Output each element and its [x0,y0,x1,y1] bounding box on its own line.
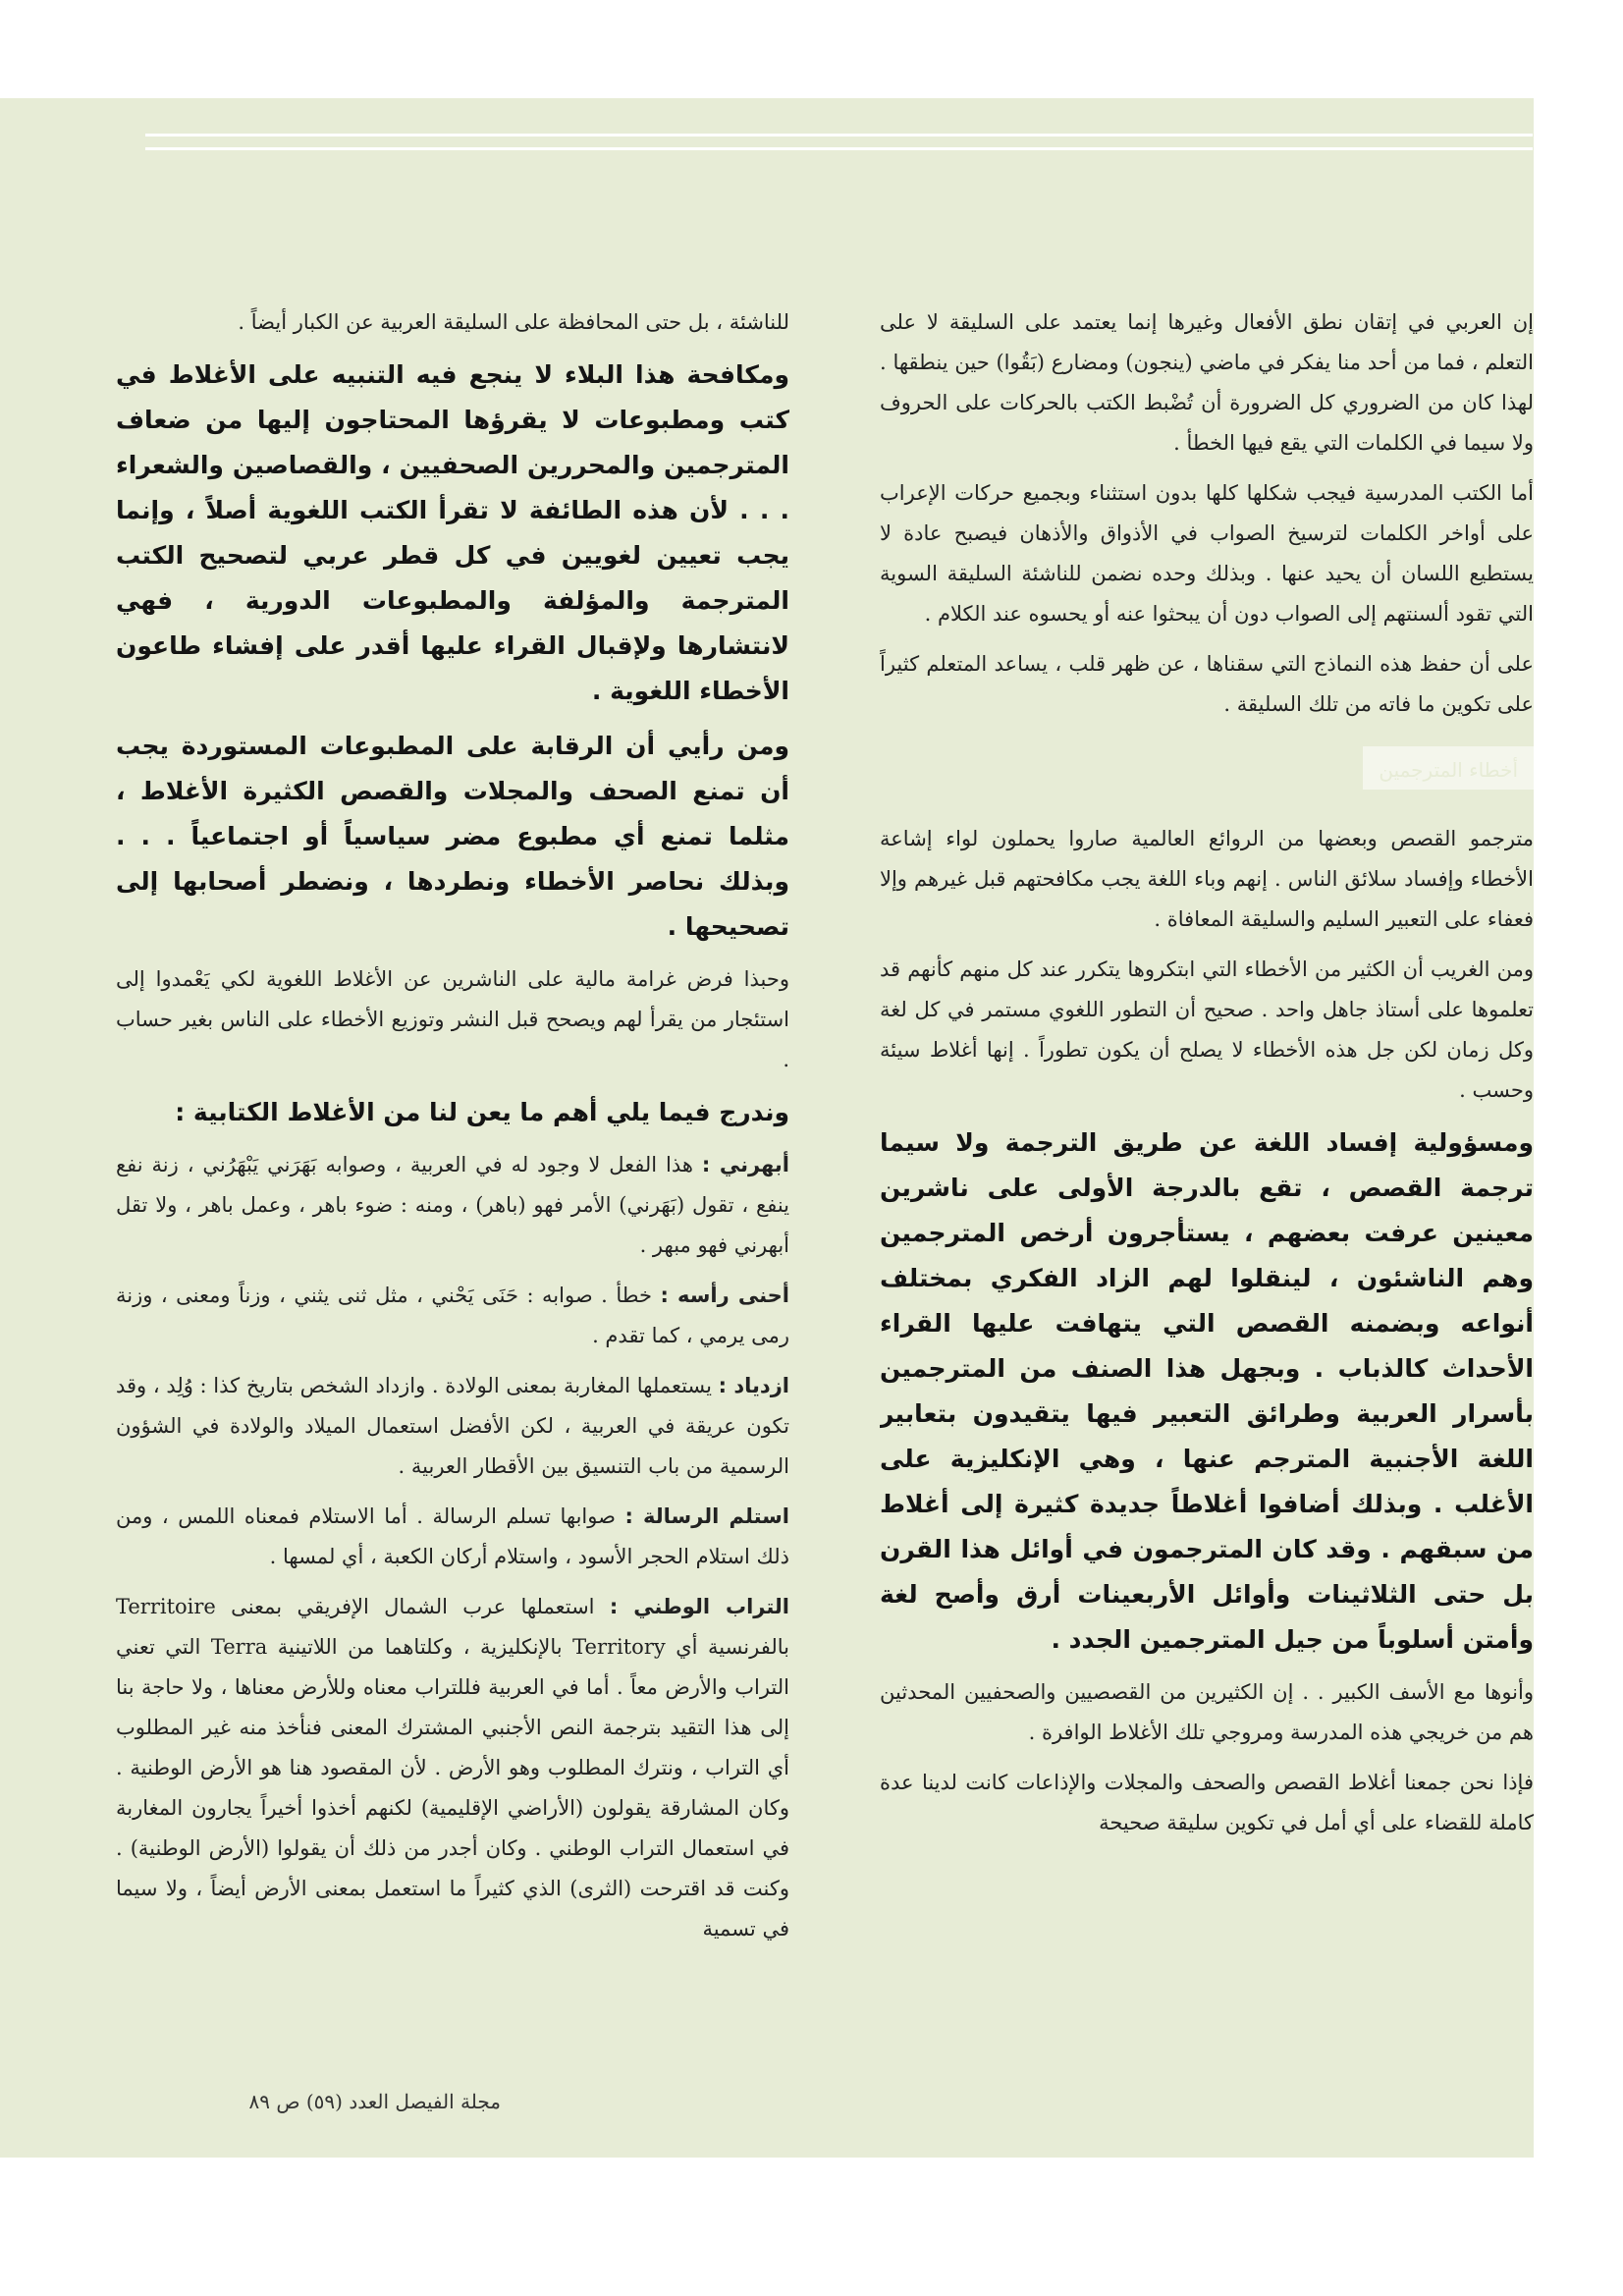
entry-text: يستعملها المغاربة بمعنى الولادة . وازداد الشخص بتاريخ كذا : وُلِد ، وقد تكون عريقة في العربية ، لكن الأفضل استعمال الميلاد والولادة في الشؤون الرسمية من باب التنسيق بين الأقطار العربية . [116,1374,789,1478]
paragraph: وأنوها مع الأسف الكبير . . إن الكثيرين من القصصيين والصحفيين المحدثين هم من خريجي هذه المدرسة ومروجي تلك الأغلاط الوافرة . [880,1680,1534,1744]
entry-text: خطأ . صوابه : حَنَى يَحْني ، مثل ثنى يثني ، وزناً ومعنى ، وزنة رمى يرمي ، كما تقدم . [116,1284,789,1347]
left-column [116,302,789,2068]
paragraph: ومن الغريب أن الكثير من الأخطاء التي ابتكروها يتكرر عند كل منهم كأنهم قد تعلموها على أستاذ جاهل واحد . صحيح أن التطور اللغوي مستمر في كل لغة وكل زمان لكن جل هذه الأخطاء لا يصلح أن يكون تطوراً . إنها أغلاط سيئة وحسب . [880,957,1534,1102]
bold-paragraph: وندرج فيما يلي أهم ما يعن لنا من الأغلاط الكتابية : [175,1098,789,1126]
bold-paragraph: ومسؤولية إفساد اللغة عن طريق الترجمة ولا سيما ترجمة القصص ، تقع بالدرجة الأولى على ناشرين معينين عرفت بعضهم ، يستأجرون أرخص المترجمين وهم الناشئون ، لينقلوا لهم الزاد الفكري بمختلف أنواعه وبضمنه القصص التي يتهافت عليها القراء الأحداث كالذباب . وبجهل هذا الصنف من المترجمين بأسرار العربية وطرائق التعبير فيها يتقيدون بتعابير اللغة الأجنبية المترجم عنها ، وهي الإنكليزية على الأغلب . وبذلك أضافوا أغلاطاً جديدة كثيرة إلى أغلاط من سبقهم . وقد كان المترجمون في أوائل هذا القرن بل حتى الثلاثينات وأوائل الأربعينات أرق وأصح لغة وأمتن أسلوباً من جيل المترجمين الجدد . [880,1128,1534,1654]
paragraph: للناشئة ، بل حتى المحافظة على السليقة العربية عن الكبار أيضاً . [238,310,789,334]
entry-term: التراب الوطني : [609,1595,789,1618]
bold-paragraph: ومن رأيي أن الرقابة على المطبوعات المستوردة يجب أن تمنع الصحف والمجلات والقصص الكثيرة الأغلاط ، مثلما تمنع أي مطبوع مضر سياسياً أو اجتماعياً . . . وبذلك نحاصر الأخطاء ونطردها ، ونضطر أصحابها إلى تصحيحها . [116,732,789,941]
right-column [880,302,1534,2068]
entry [116,1497,789,1577]
entry-term: ازدياد : [718,1374,789,1397]
top-rule-1 [145,134,1533,137]
paragraph: على أن حفظ هذه النماذج التي سقناها ، عن ظهر قلب ، يساعد المتعلم كثيراً على تكوين ما فاته من تلك السليقة . [880,652,1534,716]
entry-term: استلم الرسالة : [624,1504,789,1528]
entry [116,1276,789,1356]
entry [116,1366,789,1487]
subheading-label: أخطاء المترجمين [1363,746,1534,790]
entry-text: صوابها تسلم الرسالة . أما الاستلام فمعناه اللمس ، ومن ذلك استلام الحجر الأسود ، واستلام أركان الكعبة ، أي لمسها . [116,1504,789,1568]
entry [116,1587,789,1949]
entry-text: استعملها عرب الشمال الإفريقي بمعنى Territoire بالفرنسية أي Territory بالإنكليزية ، وكلتاهما من اللاتينية Terra التي تعني التراب والأرض معاً . أما في العربية فللتراب معناه وللأرض معناها ، ولا حاجة بنا إلى هذا التقيد بترجمة النص الأجنبي المشترك المعنى فنأخذ منه غير المطلوب أي التراب ، ونترك المطلوب وهو الأرض . لأن المقصود هنا هو الأرض الوطنية . وكان المشارقة يقولون (الأراضي الإقليمية) لكنهم أخذوا أخيراً يجارون المغاربة في استعمال التراب الوطني . وكان أجدر من ذلك أن يقولوا (الأرض الوطنية) . وكنت قد اقترحت (الثرى) الذي كثيراً ما استعمل بمعنى الأرض أيضاً ، ولا سيما في تسمية [116,1595,789,1941]
entry-text: هذا الفعل لا وجود له في العربية ، وصوابه بَهَرَني يَبْهَرُني ، زنة نفع ينفع ، تقول (بَهَرني) الأمر فهو (باهر) ، ومنه : ضوء باهر ، وعمل باهر ، ولا تقل أبهرني فهو مبهر . [116,1153,789,1257]
section-subheading [880,746,1534,790]
paragraph: مترجمو القصص وبعضها من الروائع العالمية صاروا يحملون لواء إشاعة الأخطاء وإفساد سلائق الناس . إنهم وباء اللغة يجب مكافحتهم قبل غيرهم وإلا فعفاء على التعبير السليم والسليقة المعافاة . [880,827,1534,931]
entry [116,1145,789,1266]
entry-term: أبهرني : [701,1153,789,1176]
bold-paragraph: ومكافحة هذا البلاء لا ينجع فيه التنبيه على الأغلاط في كتب ومطبوعات لا يقرؤها المحتاجون إليها من ضعاف المترجمين والمحررين الصحفيين ، والقصاصين والشعراء . . . لأن هذه الطائفة لا تقرأ الكتب اللغوية أصلاً ، وإنما يجب تعيين لغويين في كل قطر عربي لتصحيح الكتب المترجمة والمؤلفة والمطبوعات الدورية ، فهي لانتشارها ولإقبال القراء عليها أقدر على إفشاء طاعون الأخطاء اللغوية . [116,360,789,705]
page-footer: مجلة الفيصل العدد (٥٩) ص ٨٩ [248,2090,501,2113]
top-rule-2 [145,147,1533,150]
paragraph: فإذا نحن جمعنا أغلاط القصص والصحف والمجلات والإذاعات كانت لدينا عدة كاملة للقضاء على أي أمل في تكوين سليقة صحيحة [880,1771,1534,1834]
paragraph: إن العربي في إتقان نطق الأفعال وغيرها إنما يعتمد على السليقة لا على التعلم ، فما من أحد منا يفكر في ماضي (ينجون) ومضارع (بَقُوا) حين ينطقها . لهذا كان من الضروري كل الضرورة أن تُضْبط الكتب بالحركات على الحروف ولا سيما في الكلمات التي يقع فيها الخطأ . [880,310,1534,455]
entry-term: أحنى رأسه : [660,1284,789,1307]
paragraph: أما الكتب المدرسية فيجب شكلها كلها بدون استثناء وبجميع حركات الإعراب على أواخر الكلمات لترسيخ الصواب في الأذواق والأذهان فيصبح عادة لا يستطيع اللسان أن يحيد عنها . وبذلك وحده نضمن للناشئة السليقة السوية التي تقود ألسنتهم إلى الصواب دون أن يبحثوا عنه أو يحسوه عند الكلام . [880,481,1534,626]
paragraph: وحبذا فرض غرامة مالية على الناشرين عن الأغلاط اللغوية لكي يَعْمدوا إلى استئجار من يقرأ لهم ويصحح قبل النشر وتوزيع الأخطاء على الناس بغير حساب . [116,967,789,1071]
